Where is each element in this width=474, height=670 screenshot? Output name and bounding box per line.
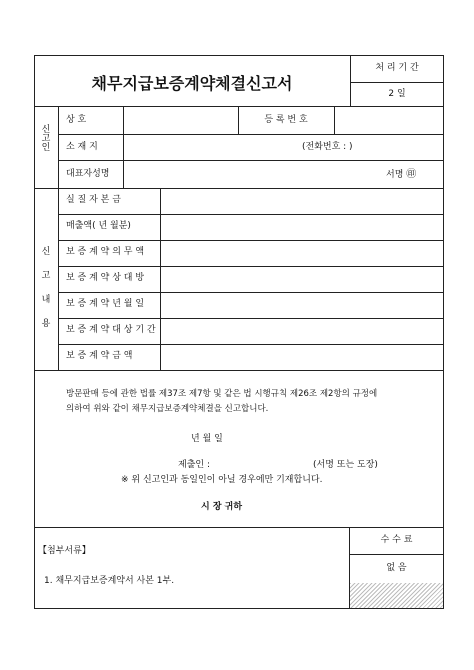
- fee-value: 없 음: [386, 563, 407, 573]
- representative-label: 대표자성명: [66, 169, 110, 179]
- declaration-note: ※ 위 신고인과 동일인이 아닐 경우에만 기재합니다.: [121, 475, 323, 485]
- phone-label: (전화번호 : ): [302, 142, 353, 152]
- report-row-date: 보 증 계 약 년 월 일: [66, 299, 145, 309]
- report-row-divider-4: [58, 292, 444, 293]
- applicant-field-divider: [123, 106, 124, 188]
- reg-number-label: 등 록 번 호: [264, 115, 308, 125]
- applicant-top-border: [34, 106, 444, 107]
- attachment-item-1: 1. 채무지급보증계약서 사본 1부.: [44, 576, 175, 586]
- submitter-label: 제출인 :: [178, 460, 210, 470]
- report-field-divider: [160, 188, 161, 370]
- seal-icon: ㊞: [406, 169, 417, 180]
- report-row-obligation: 보 증 계 약 의 무 액: [66, 247, 145, 257]
- form-title: 채무지급보증계약체결신고서: [91, 74, 293, 93]
- report-row-amount: 보 증 계 약 금 액: [66, 351, 133, 361]
- processing-period-value: 2 일: [388, 89, 406, 99]
- declaration-top-border: [34, 370, 444, 371]
- processing-period-label: 처 리 기 간: [375, 63, 419, 73]
- report-row-divider-3: [58, 266, 444, 267]
- report-row-divider-1: [58, 214, 444, 215]
- submitter-sign: (서명 또는 도장): [313, 460, 378, 470]
- reg-number-split: [334, 106, 335, 134]
- processing-divider: [350, 82, 444, 83]
- signature-text: 서명: [386, 170, 404, 180]
- applicant-row-divider-2: [58, 160, 444, 161]
- report-row-counterparty: 보 증 계 약 상 대 방: [66, 273, 145, 283]
- report-section-label: 신고내용: [41, 247, 51, 329]
- address-label: 소 재 지: [66, 142, 98, 152]
- fee-row-divider: [349, 554, 444, 555]
- signature-label: [386, 170, 416, 180]
- declaration-line-1: 방문판매 등에 관한 법률 제37조 제7항 및 같은 법 시행규칙 제26조 제2항의 규정에: [66, 389, 378, 399]
- fee-label: 수 수 료: [380, 535, 413, 545]
- declaration-date: 년 월 일: [191, 434, 223, 444]
- business-name-label: 상 호: [66, 115, 87, 125]
- report-row-divider-6: [58, 344, 444, 345]
- applicant-label-divider: [58, 106, 59, 188]
- applicant-section-label: 신고인: [41, 125, 51, 153]
- report-row-divider-2: [58, 240, 444, 241]
- fee-hatch-area: [350, 583, 443, 608]
- report-row-sales: 매출액( 년 월분): [66, 221, 131, 231]
- report-top-border: [34, 188, 444, 189]
- attachments-title: 【첨부서류】: [38, 546, 91, 556]
- report-row-period: 보 증 계 약 대 상 기 간: [66, 325, 156, 335]
- report-row-capital: 실 질 자 본 금: [66, 195, 121, 205]
- report-row-divider-5: [58, 318, 444, 319]
- report-label-divider: [58, 188, 59, 370]
- attachments-top-border: [34, 527, 444, 528]
- addressee: 시 장 귀하: [201, 502, 243, 512]
- declaration-line-2: 의하여 위와 같이 채무지급보증계약체결을 신고합니다.: [66, 404, 269, 414]
- applicant-row-divider-1: [58, 134, 444, 135]
